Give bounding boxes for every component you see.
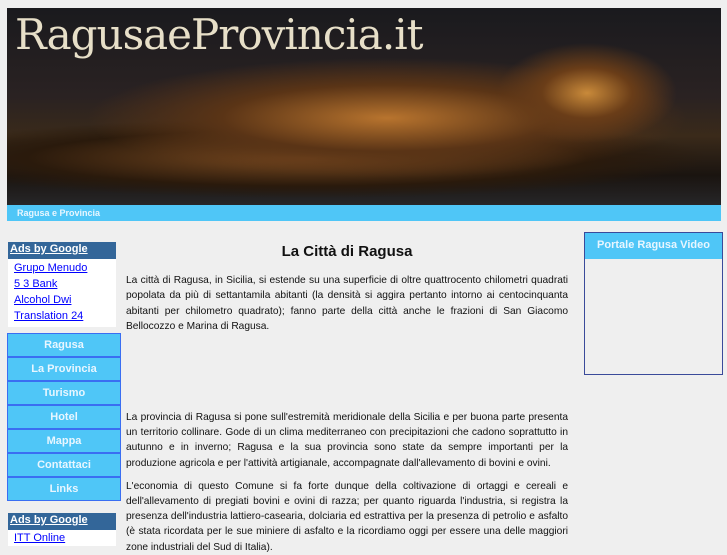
video-box-title: Portale Ragusa Video — [585, 233, 722, 259]
main-content — [126, 244, 568, 555]
ad-link[interactable]: 5 3 Bank — [14, 278, 58, 290]
nav-turismo[interactable]: Turismo — [8, 382, 120, 404]
header-banner — [7, 8, 721, 205]
nav-ragusa[interactable]: Ragusa — [8, 334, 120, 356]
google-ads-top — [8, 242, 116, 327]
ads-header[interactable]: Ads by Google — [8, 513, 116, 530]
ads-header[interactable]: Ads by Google — [8, 242, 116, 259]
ad-link[interactable]: Grupo Menudo — [14, 262, 88, 274]
paragraph: La città di Ragusa, in Sicilia, si estende su una superficie di oltre quattrocento chilometri quadrati popolata da più di settantamila abitanti (la densità si aggira pertanto intorno ai centocinquanta abitanti per chilometro quadrato); fanno parte della città anche le frazioni di San Giacomo Bellocozzo e Marina di Ragusa. — [126, 275, 568, 332]
nav-la-provincia[interactable]: La Provincia — [8, 358, 120, 380]
page-title: La Città di Ragusa — [281, 243, 413, 260]
paragraph: La provincia di Ragusa si pone sull'estremità meridionale della Sicilia e per buona parte presenta un territorio collinare. Gode di un clima mediterraneo con precipitazioni che cadono soprattutto in autunno e in inverno; Ragusa e la sua provincia sono state da sempre importanti per la produzione agricola e per l'attività artigianale, accompagnate dall'allevamento di bovini e ovini. — [126, 412, 568, 469]
nav-hotel[interactable]: Hotel — [8, 406, 120, 428]
nav-links[interactable]: Links — [8, 478, 120, 500]
ad-link[interactable]: ITT Online — [14, 532, 66, 544]
nav-mappa[interactable]: Mappa — [8, 430, 120, 452]
ad-link[interactable]: Translation 24 — [14, 310, 84, 322]
main-nav — [7, 333, 121, 501]
video-box — [584, 232, 723, 375]
google-ads-bottom — [8, 513, 116, 546]
breadcrumb-bar — [7, 205, 721, 221]
breadcrumb: Ragusa e Provincia — [17, 208, 101, 218]
ad-link[interactable]: Alcohol Dwi — [14, 294, 72, 306]
site-logo[interactable]: RagusaeProvincia.it — [15, 10, 423, 59]
nav-contattaci[interactable]: Contattaci — [8, 454, 120, 476]
paragraph: L'economia di questo Comune si fa forte dunque della coltivazione di ortaggi e cereali e dell'allevamento di pregiati bovini e ovini di razza; per quanto riguarda l'industria, si registra la presenza dell'industria lattiero-casearia, dolciaria ed estrattiva per la presenza di petrolio e asfalto (è stata ricordata per le sue miniere di asfalto e la ricordiamo oggi per essere una delle maggiori zone industriali del Sud di Italia). — [126, 480, 568, 553]
